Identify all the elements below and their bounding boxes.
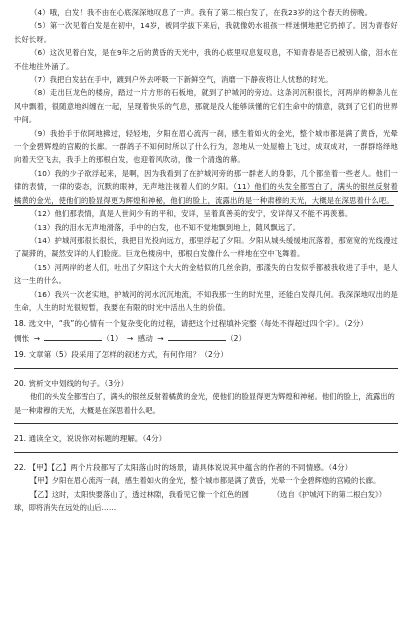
- blank-2-label: （2）: [226, 333, 247, 343]
- question-20: 20. 赏析文中划线的句子。（3分）: [14, 378, 129, 388]
- paragraph-14: （14）护城河那很长很长，我把目光投向远方，那里浮起了夕阳。夕阳从城头缓缓地沉落着，那宽宽的光线漫过了凝滞的，凝然安详的人们脸庞。巨龙色楼房中，那根白发像什么一样地在空中飞舞着。: [14, 235, 398, 259]
- paragraph-7: （7）我把白发拈在手中，踱到户外去呼吸一下新鲜空气，消磨一下静夜将让人忧愁的时光。: [30, 75, 333, 85]
- chain-mid: 感动: [137, 333, 153, 343]
- paragraph-15: （15）河两岸的老人们，吐出了夕阳这个大大的金桔似的几丝余韵，那漾失的白发似乎都被我收进了手中，是人这一生的什么。: [14, 262, 398, 286]
- paragraph-8: （8）走出巨龙色的楼房，踏过一片方形的石板地，就到了护城河的旁边。这条河沉积很长，河两岸的柳条儿在风中飘着，很随意地纠缠在一起，呈现着快乐的气息，那就是没人能够读懂的它们生命中的情意，就到了它们的世界中间。: [14, 88, 398, 125]
- underlined-sentence: （11）他们的头发全都雪白了，满头的银丝反射着橘黄的金光，使他们的脸显得更为辉煌和神秘，他们的脸上，流露出的是一种肃穆的天光，大概是在深思着什么吧。: [14, 182, 398, 205]
- blank-1-label: （1）: [102, 333, 123, 343]
- paragraph-4: （4）哦，白发！我不由在心底深深地叹息了一声。我有了第二根白发了，在我23岁的这个春天的傍晚。: [30, 8, 373, 17]
- paragraph-13: （13）我的泪水无声地滑落，手中的白发，也不知不觉地飘到地上，随风飘远了。: [30, 222, 301, 232]
- paragraph-10-text: （10）我的少子欲浮起来，是啊，因为我看到了在护城河旁的那一群老人的身影，几个都坐着一些老人。他们一律的表情，一律的姿态，沉默的眼神，无声地注视着人们的夕阳。: [14, 168, 398, 192]
- paragraph-5: （5）第一次见着白发是在初中，14岁，被同学拔下来后，我就像奶水祖孩一样迷惘地把它扔掉了。因为青春好长好长呀。: [14, 21, 398, 44]
- paragraph-12: （12）他们那表情，真是人世间少有的平和，安详，呈着真善美的安宁，安详得又不能不再羡慕。: [30, 209, 353, 219]
- question-19: 19. 文章第（5）段采用了怎样的叙述方式，有何作用？（2分）: [14, 350, 228, 360]
- paragraph-10: [14, 167, 398, 207]
- paragraph-6: （6）这次见着白发，是在9年之后的黄昏的天光中，我的心底里叹息复叹息，不知青春是否已被别人偷，泪水在不住地往外涌了。: [14, 48, 398, 71]
- passage-jia-source: （选自《护城河下的第二根白发》）: [272, 489, 386, 499]
- question-21: 21. 通读全文，说说你对标题的理解。（4分）: [14, 434, 167, 444]
- question-22: 22. 【甲】【乙】两个片段都写了太阳落山时的场景，请具体说说其中蕴含的作者的不同情感。（4分）: [14, 462, 353, 472]
- question-18: 18. 选文中，“我”的心情有一个复杂变化的过程，请把这个过程填补完整（每处不得超过四个字）。（2分）: [14, 319, 368, 329]
- answer-line-20[interactable]: [14, 423, 398, 424]
- paragraph-9: （9）我抬手于依阿地拂过，轻轻地，夕阳在眉心流泻一刹，感生着如火的金光，整个城市都是满了黄昏，光晕一个金碧辉煌的宫殿的长廊。一群鸽子不知何时所以了什么行为，忽地从一处屋檐上飞过，成双成对，一群群络绎地向着天空飞去，我手上的那根白发，也迎着风吹动，像一个清逸的幕。: [14, 128, 398, 165]
- answer-blank-2[interactable]: [168, 331, 226, 341]
- chain-start: 惆怅: [14, 333, 30, 343]
- answer-blank-1[interactable]: [44, 331, 102, 341]
- answer-line-21[interactable]: [14, 452, 398, 453]
- question-20-quote: 他们的头发全都雪白了，满头的银丝反射着橘黄的金光，使他们的脸显得更为辉煌和神秘。他们的脸上，流露出的是一种肃穆的天光，大概是在深思着什么吧。: [14, 392, 395, 415]
- answer-line-19[interactable]: [14, 368, 398, 369]
- passage-yi: 【乙】这时，太阳快要落山了，透过林隙，我看见它像一个红色的圆球，即将消失在远处的山后……: [14, 489, 249, 512]
- question-18-chain: 惆怅 → （1） → 感动 → （2）: [14, 331, 398, 346]
- paragraph-16: （16）我兴一次老实地，护城河的河水沉沉地流，不知我那一生的时光里，还能白发得几何。我深深地叹出的是生命，人生的时光很短暂，我要在有限的时光中活出人生的价值。: [14, 289, 398, 312]
- passage-jia-text: 【甲】夕阳在眉心流泻一刹，感生着如火的金光，整个城市都是满了黄昏，光晕一个金碧辉煌的宫殿的长廊。: [30, 476, 381, 486]
- passage-jia: [14, 474, 398, 499]
